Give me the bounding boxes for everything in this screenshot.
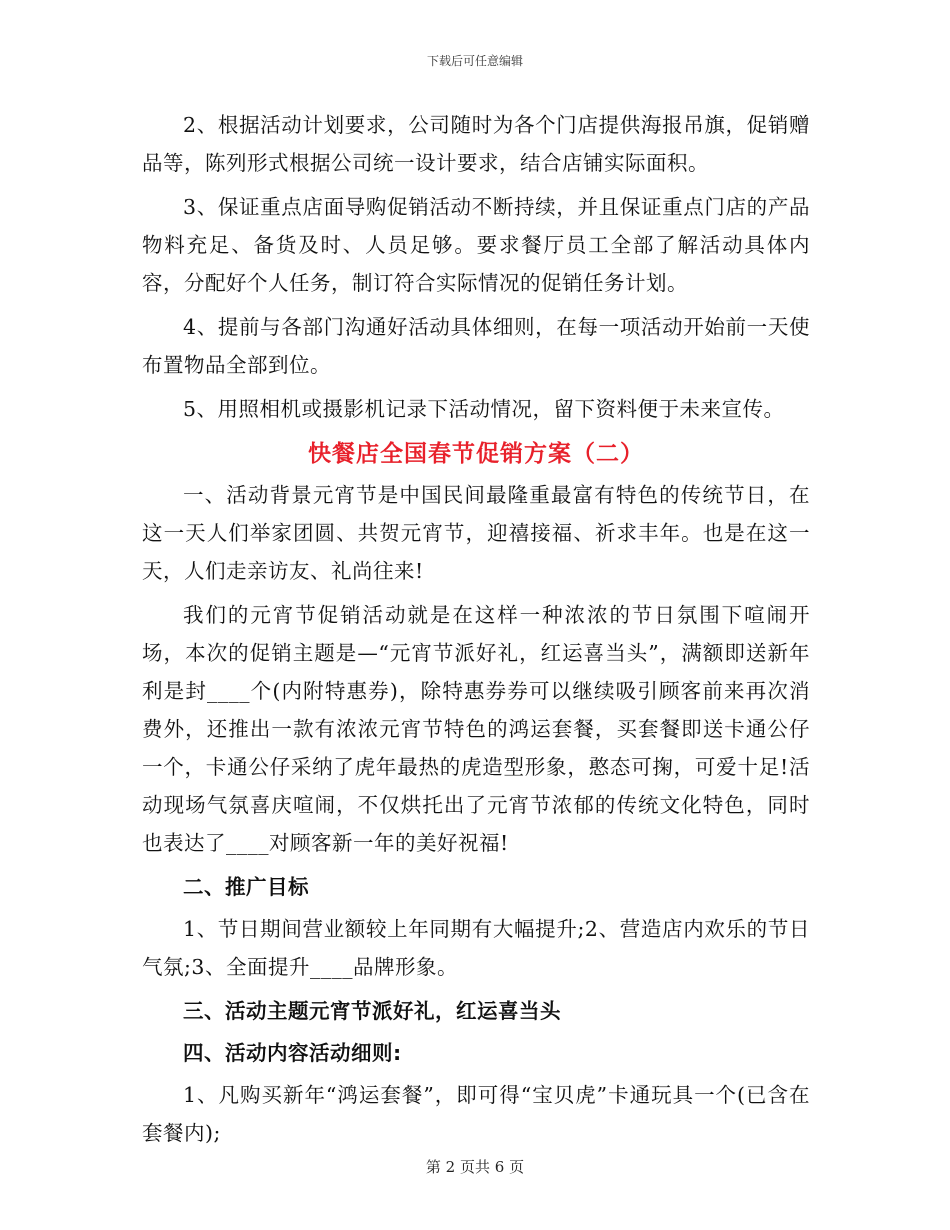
paragraph-item-5: 5、用照相机或摄影机记录下活动情况，留下资料便于未来宣传。 <box>183 397 785 421</box>
intro-paragraph: 我们的元宵节促销活动就是在这样一种浓浓的节日氛围下喧闹开场，本次的促销主题是—“元宵节派好礼，红运喜当头”，满额即送新年利是封____个(内附特惠券)，除特惠券券可以继续吸引顾客前来再次消费外，还推出一款有浓浓元宵节特色的鸿运套餐，买套餐即送卡通公仔一个，卡通公仔采纳了虎年最热的虎造型形象，憨态可掬，可爱十足!活动现场气氛喜庆喧闹，不仅烘托出了元宵节浓郁的传统文化特色，同时也表达了____对顾客新一年的美好祝福! <box>142 603 810 855</box>
paragraph-item-4: 4、提前与各部门沟通好活动具体细则，在每一项活动开始前一天使布置物品全部到位。 <box>142 315 810 377</box>
content-heading: 四、活动内容活动细则: <box>183 1041 402 1065</box>
page-header: 下载后可任意编辑 <box>426 54 523 68</box>
section-title: 快餐店全国春节促销方案（二） <box>308 441 644 467</box>
rule-1-paragraph: 1、凡购买新年“鸿运套餐”，即可得“宝贝虎”卡通玩具一个(已含在套餐内); <box>142 1083 810 1145</box>
goal-paragraph: 1、节日期间营业额较上年同期有大幅提升;2、营造店内欢乐的节日气氛;3、全面提升____品牌形象。 <box>142 917 810 979</box>
goal-heading: 二、推广目标 <box>183 875 309 899</box>
background-paragraph: 一、活动背景元宵节是中国民间最隆重最富有特色的传统节日，在这一天人们举家团圆、共贺元宵节，迎禧接福、祈求丰年。也是在这一天，人们走亲访友、礼尚往来! <box>142 483 810 583</box>
page-footer: 第 2 页共 6 页 <box>425 1158 525 1176</box>
paragraph-item-3: 3、保证重点店面导购促销活动不断持续，并且保证重点门店的产品物料充足、备货及时、人员足够。要求餐厅员工全部了解活动具体内容，分配好个人任务，制订符合实际情况的促销任务计划。 <box>142 195 810 295</box>
theme-heading: 三、活动主题元宵节派好礼，红运喜当头 <box>183 999 561 1023</box>
paragraph-item-2: 2、根据活动计划要求，公司随时为各个门店提供海报吊旗，促销赠品等，陈列形式根据公司统一设计要求，结合店铺实际面积。 <box>142 113 810 175</box>
document-body <box>142 106 810 1152</box>
